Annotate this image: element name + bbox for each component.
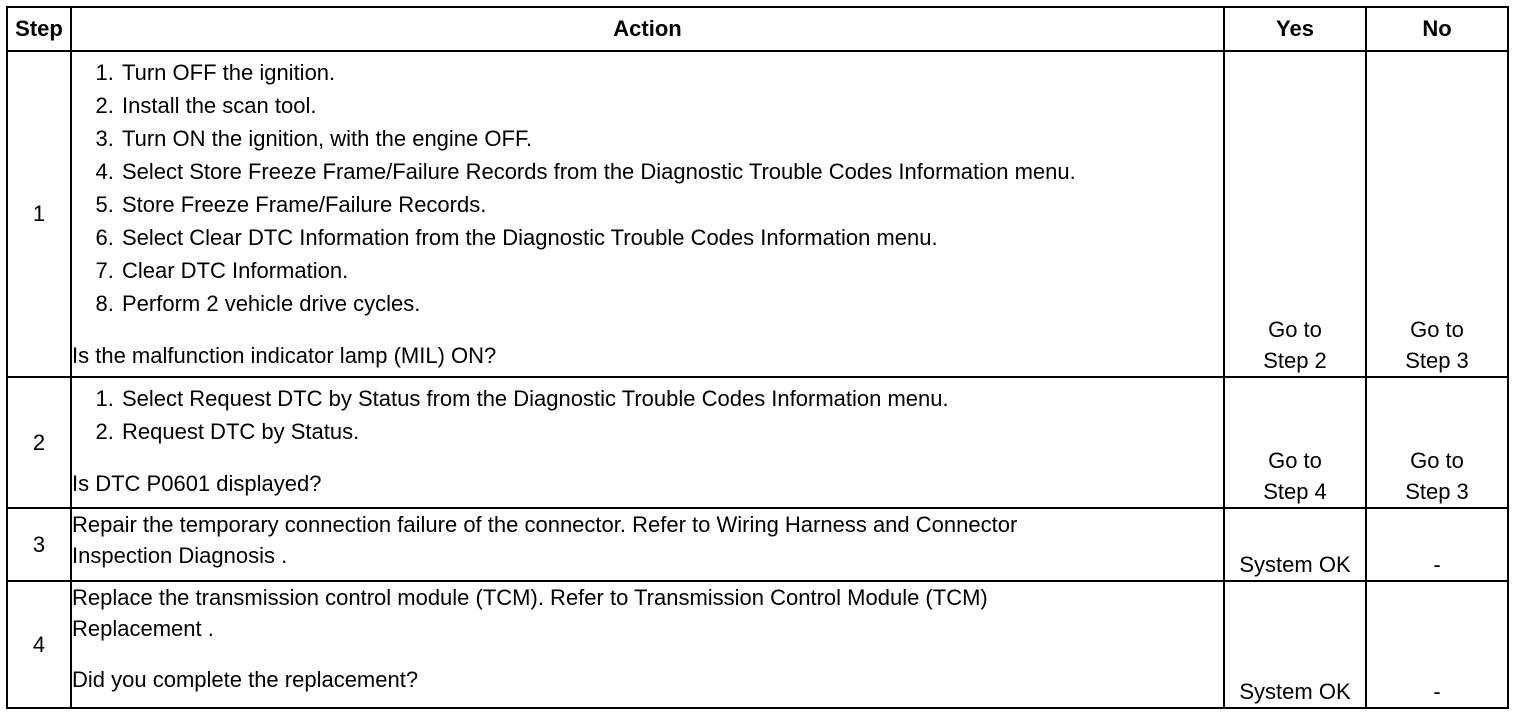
- instruction-item: 8. Perform 2 vehicle drive cycles.: [120, 287, 1223, 320]
- header-action: Action: [71, 7, 1224, 51]
- no-cell: [1366, 508, 1508, 581]
- step-row-3: [7, 508, 1508, 581]
- yes-cell: [1224, 581, 1366, 708]
- no-result-line: Go to: [1410, 317, 1464, 342]
- step-text-line: Repair the temporary connection failure of the connector. Refer to Wiring Harness and Connector: [72, 512, 1018, 537]
- yes-cell: [1224, 508, 1366, 581]
- yes-result-line: Go to: [1268, 317, 1322, 342]
- no-cell: [1366, 51, 1508, 377]
- instruction-item: 5. Store Freeze Frame/Failure Records.: [120, 188, 1223, 221]
- instruction-item: 1. Select Request DTC by Status from the Diagnostic Trouble Codes Information menu.: [120, 382, 1223, 415]
- step-number: 4: [7, 581, 71, 708]
- yes-result-line: System OK: [1239, 679, 1351, 704]
- step-row-2: [7, 377, 1508, 508]
- yes-cell: [1224, 377, 1366, 508]
- step-question: Did you complete the replacement?: [72, 667, 419, 692]
- yes-result-line: System OK: [1239, 552, 1351, 577]
- no-result-line: -: [1433, 679, 1441, 704]
- step-action: [71, 377, 1224, 508]
- instruction-item: 7. Clear DTC Information.: [120, 254, 1223, 287]
- step-number: 1: [7, 51, 71, 377]
- diagnostic-table: [6, 6, 1509, 709]
- step-action: [71, 51, 1224, 377]
- yes-result-line: Step 2: [1263, 348, 1327, 373]
- step-text-line: Inspection Diagnosis .: [72, 543, 288, 568]
- step-text-line: Replace the transmission control module (TCM). Refer to Transmission Control Module (TCM): [72, 585, 988, 610]
- yes-cell: [1224, 51, 1366, 377]
- step-action: [71, 581, 1224, 708]
- header-yes: Yes: [1224, 7, 1366, 51]
- step-question: Is the malfunction indicator lamp (MIL) ON?: [72, 343, 497, 368]
- step-row-4: [7, 581, 1508, 708]
- no-result-line: Go to: [1410, 448, 1464, 473]
- no-result-line: Step 3: [1405, 348, 1469, 373]
- step-number: 2: [7, 377, 71, 508]
- no-result-line: Step 3: [1405, 479, 1469, 504]
- step-question: Is DTC P0601 displayed?: [72, 471, 322, 496]
- step-number: 3: [7, 508, 71, 581]
- step-text-line: Replacement .: [72, 616, 214, 641]
- no-result-line: -: [1433, 552, 1441, 577]
- yes-result-line: Go to: [1268, 448, 1322, 473]
- instruction-item: 3. Turn ON the ignition, with the engine OFF.: [120, 122, 1223, 155]
- step-instructions: [72, 382, 1223, 448]
- header-step: Step: [7, 7, 71, 51]
- step-action: [71, 508, 1224, 581]
- step-row-1: [7, 51, 1508, 377]
- header-no: No: [1366, 7, 1508, 51]
- yes-result-line: Step 4: [1263, 479, 1327, 504]
- step-instructions: [72, 56, 1223, 320]
- instruction-item: 2. Request DTC by Status.: [120, 415, 1223, 448]
- instruction-item: 6. Select Clear DTC Information from the Diagnostic Trouble Codes Information menu.: [120, 221, 1223, 254]
- instruction-item: 4. Select Store Freeze Frame/Failure Records from the Diagnostic Trouble Codes Information menu.: [120, 155, 1223, 188]
- header-row: [7, 7, 1508, 51]
- no-cell: [1366, 581, 1508, 708]
- instruction-item: 1. Turn OFF the ignition.: [120, 56, 1223, 89]
- instruction-item: 2. Install the scan tool.: [120, 89, 1223, 122]
- no-cell: [1366, 377, 1508, 508]
